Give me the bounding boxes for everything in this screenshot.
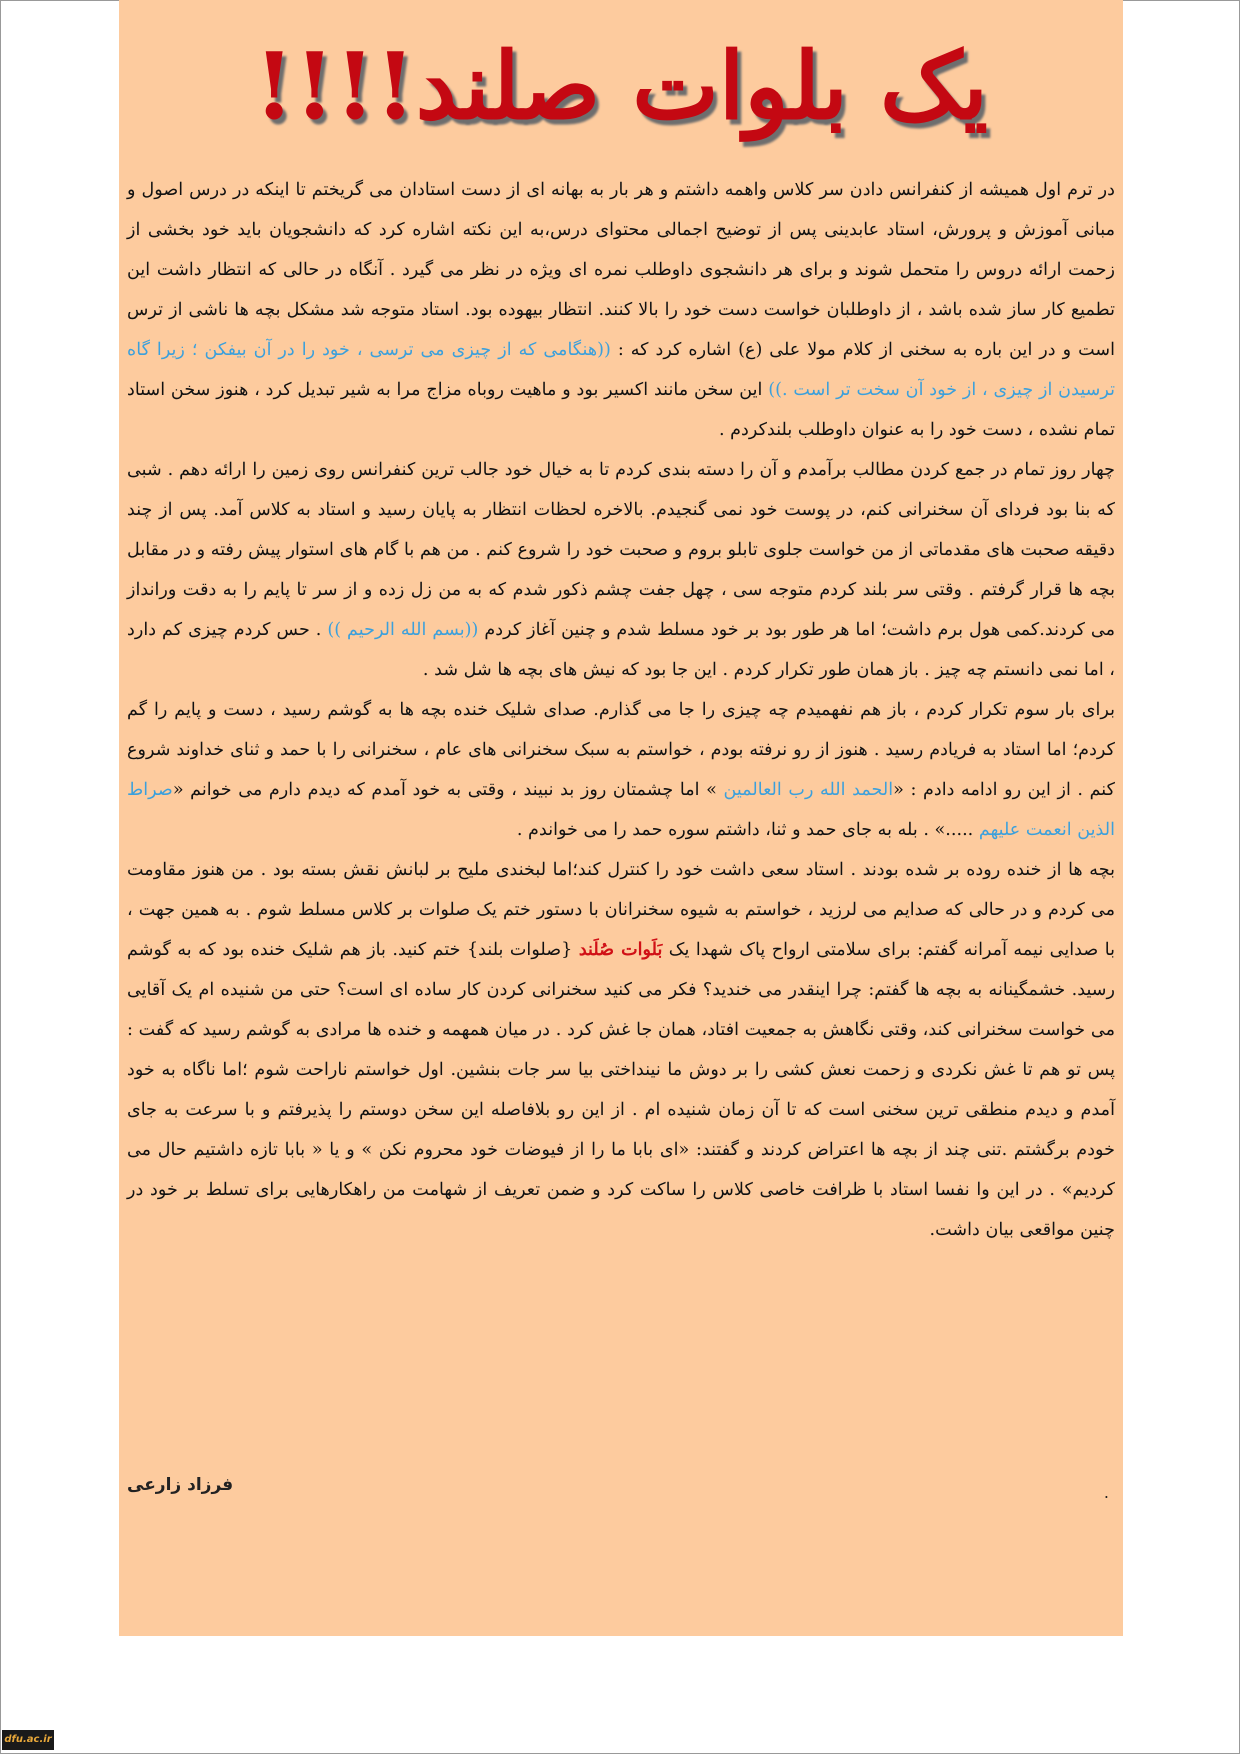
paragraph-3-text-a: برای بار سوم تکرار کردم ، باز هم نفهمیدم چه چیزی را جا می گذارم. صدای شلیک خنده بچه ها به گوشم رسید ، دست و پایم را گم کردم؛ اما استاد به فریادم رسید . هنوز از رو نرفته بودم ، خواستم به سبک سخنرانی های عام ، سخنرانی را با حمد و ثنای خداوند شروع کنم . از این رو ادامه دادم : « xyxy=(127,700,1115,800)
serat-quote: صراط الذین انعمت علیهم xyxy=(127,780,1115,840)
balavat-emphasis: بَلَوات صُلَند xyxy=(578,939,663,960)
paragraph-4 xyxy=(127,850,1115,1250)
paragraph-2-text-a: چهار روز تمام در جمع کردن مطالب برآمدم و آن را دسته بندی کردم تا به خیال خود جالب ترین کنفرانس روی زمین را ارائه دهم . شبی که بنا بود فردای آن سخنرانی کنم، در پوست خود نمی گنجیدم. بالاخره لحظات انتظار به پایان رسید و استاد به کلاس آمد. پس از چند دقیقه صحبت های مقدماتی از من خواست جلوی تابلو بروم و صحبت خود را شروع کنم . من هم با گام های استوار پیش رفته و در مقابل بچه ها قرار گرفتم . وقتی سر بلند کردم متوجه سی ، چهل جفت چشم ذکور شدم که به من زل زده و از سر تا پایم را به دقت ورانداز می کردند.کمی هول برم داشت؛ اما هر طور بود بر خود مسلط شدم و چنین آغاز کردم xyxy=(127,460,1116,640)
paragraph-3 xyxy=(127,690,1115,850)
paragraph-2-text-b: . حس کردم چیزی کم دارد ، اما نمی دانستم چه چیز . باز همان طور تکرار کردم . این جا بود که نیش های بچه ها شل شد . xyxy=(127,620,1115,680)
document-sheet xyxy=(119,0,1123,1636)
bismillah-quote: ((بسم الله الرحیم )) xyxy=(327,620,479,640)
paragraph-4-text-b: {صلوات بلند} ختم کنید. باز هم شلیک خنده بود که به گوشم رسید. خشمگینانه به بچه ها گفتم: چرا اینقدر می خندید؟ فکر می کنید سخنرانی کردن کار ساده ای است؟ حتی من شنیده ام یک آقایی می خواست سخنرانی کند، وقتی نگاهش به جمعیت افتاد، همان جا غش کرد . در میان همهمه و خنده ها مرادی به گوشم رسید که گفت : پس تو هم تا غش نکردی و زحمت نعش کشی را بر دوش ما نینداختی بیا سر جات بنشین. اول خواستم ناراحت شوم ؛اما ناگاه به خود آمدم و دیدم منطقی ترین سخنی است که تا آن زمان شنیده ام . از این رو بلافاصله این سخن دوستم را پذیرفتم و با سرعت به جای خودم برگشتم .تنی چند از بچه ها اعتراض کردند و گفتند: «ای بابا ما را از فیوضات خود محروم نکن » و یا « بابا تازه داشتیم حال می کردیم» . در این وا نفسا استاد با ظرافت خاصی کلاس را ساکت کرد و ضمن تعریف از شهامت من راهکارهایی برای تسلط بر خود در چنین مواقعی بیان داشت. xyxy=(127,940,1115,1240)
paragraph-2 xyxy=(127,450,1115,690)
paragraph-3-text-b: » اما چشمتان روز بد نبیند ، وقتی به خود آمدم که دیدم دارم می خوانم « xyxy=(172,780,724,800)
paragraph-1 xyxy=(127,170,1115,450)
alhamd-quote: الحمد الله رب العالمین xyxy=(723,780,894,800)
paragraph-4-text-a: بچه ها از خنده روده بر شده بودند . استاد سعی داشت خود را کنترل کند؛اما لبخندی ملیح بر لبانش نقش بسته بود . من هنوز مقاومت می کردم و در حالی که صدایم می لرزید ، خواستم به شیوه سخنرانان با دستور ختم یک صلوات بر کلاس مسلط شوم . به همین جهت ، با صدایی نیمه آمرانه گفتم: برای سلامتی ارواح پاک شهدا یک xyxy=(127,860,1115,960)
signature-row xyxy=(127,1475,1115,1515)
trailing-dot: . xyxy=(1103,1483,1109,1502)
paragraph-3-text-c: .....» . بله به جای حمد و ثنا، داشتم سوره حمد را می خواندم . xyxy=(516,820,979,840)
paragraph-1-text-a: در ترم اول همیشه از کنفرانس دادن سر کلاس واهمه داشتم و هر بار به بهانه ای از دست استادان می گریختم تا اینکه در درس اصول و مبانی آموزش و پرورش، استاد عابدینی پس از توضیح اجمالی محتوای درس،به این نکته اشاره کرد که دانشجویان باید خود بخشی از زحمت ارائه دروس را متحمل شوند و برای هر دانشجوی داوطلب نمره ای ویژه در نظر می گیرد . آنگاه در حالی که انتظار داشت این تطمیع کار ساز شده باشد ، از داوطلبان خواست دست خود را بالا کنند. انتظار بیهوده بود. استاد متوجه شد مشکل بچه ها ناشی از ترس است و در این باره به سخنی از کلام مولا علی (ع) اشاره کرد که : xyxy=(127,180,1115,360)
site-watermark: dfu.ac.ir xyxy=(2,1730,54,1750)
paragraph-1-text-b: این سخن مانند اکسیر بود و ماهیت روباه مزاج مرا به شیر تبدیل کرد ، هنوز سخن استاد تمام نشده ، دست خود را به عنوان داوطلب بلندکردم . xyxy=(127,380,1115,440)
page-title: یک بلوات صلند!!!! xyxy=(254,32,988,140)
author-signature: فرزاد زارعی xyxy=(127,1475,234,1495)
article-body xyxy=(127,170,1115,1250)
hadith-quote: ((هنگامی که از چیزی می ترسی ، خود را در آن بیفکن ؛ زیرا گاه ترسیدن از چیزی ، از خود آن سخت تر است .)) xyxy=(127,340,1115,400)
